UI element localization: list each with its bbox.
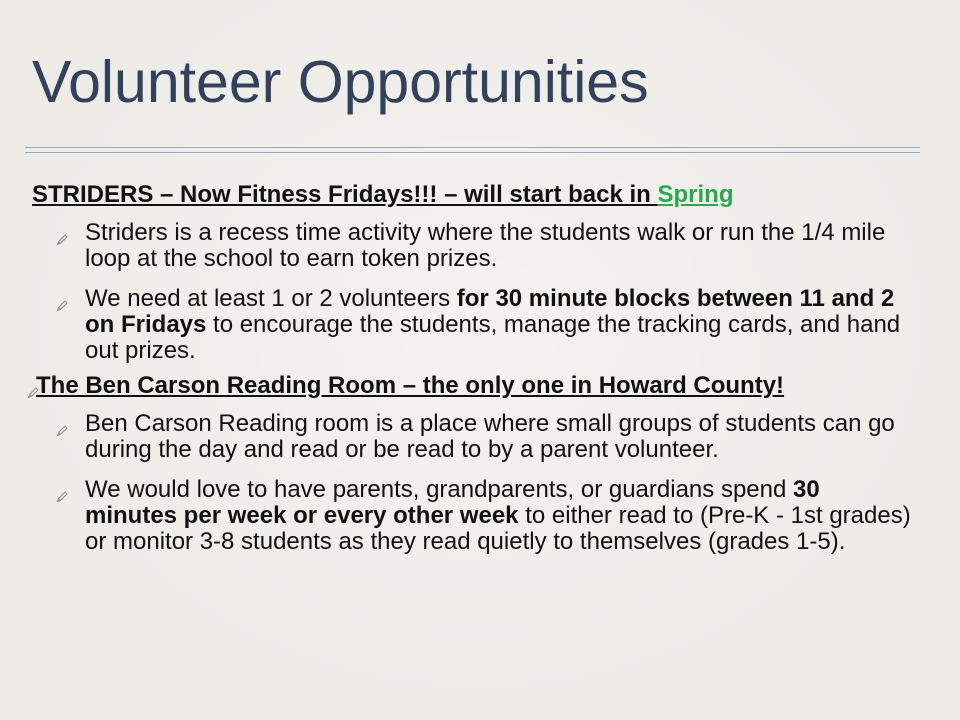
- bullet-text-bold: minutes per week or every other week: [85, 502, 519, 529]
- bullet-text: Ben Carson Reading room is a place where small groups of students can go: [85, 410, 895, 437]
- slide-title: Volunteer Opportunities: [32, 49, 649, 115]
- bullet-text: loop at the school to earn token prizes.: [85, 245, 498, 272]
- bullet-striders-volunteers: [85, 286, 960, 364]
- bullet-line: [85, 220, 960, 246]
- bullet-text: We need at least 1 or 2 volunteers: [85, 285, 457, 312]
- bullet-text-bold: 30: [793, 476, 820, 503]
- bullet-text: or monitor 3-8 students as they read quietly to themselves (grades 1-5).: [85, 528, 846, 555]
- bullet-line: [85, 529, 960, 555]
- bullet-text: to encourage the students, manage the tracking cards, and hand: [206, 311, 901, 338]
- bullet-text: Striders is a recess time activity where the students walk or run the 1/4 mile: [85, 219, 886, 246]
- bullet-line: [85, 437, 960, 463]
- quill-pen-icon: [56, 425, 68, 437]
- heading-text: The Ben Carson Reading Room – the only one in Howard County!: [36, 372, 785, 399]
- quill-pen-icon: [56, 300, 68, 312]
- quill-pen-icon: [27, 387, 39, 399]
- bullet-line: [85, 312, 960, 338]
- bullet-text-bold: on Fridays: [85, 311, 207, 338]
- bullet-text: to either read to (Pre-K - 1st grades): [518, 502, 911, 529]
- section-heading-striders: [32, 182, 960, 208]
- bullet-striders-description: [85, 220, 960, 272]
- bullet-line: [85, 411, 960, 437]
- quill-pen-icon: [56, 491, 68, 503]
- bullet-line: [85, 246, 960, 272]
- slide-body: [0, 182, 960, 555]
- bullet-text: during the day and read or be read to by a parent volunteer.: [85, 436, 719, 463]
- title-double-rule: [25, 147, 920, 153]
- bullet-line: [85, 503, 960, 529]
- bullet-line: [85, 477, 960, 503]
- bullet-text: out prizes.: [85, 337, 196, 364]
- bullet-line: [85, 286, 960, 312]
- heading-highlight-spring: Spring: [657, 181, 734, 208]
- bullet-reading-room-description: [85, 411, 960, 463]
- quill-pen-icon: [56, 234, 68, 246]
- section-heading-reading-room: [36, 373, 960, 399]
- heading-text: STRIDERS – Now Fitness Fridays!!! – will start back in: [32, 181, 658, 208]
- bullet-text-bold: for 30 minute blocks between 11 and 2: [456, 285, 895, 312]
- bullet-line: [85, 338, 960, 364]
- bullet-text: We would love to have parents, grandparents, or guardians spend: [85, 476, 793, 503]
- bullet-reading-room-volunteers: [85, 477, 960, 555]
